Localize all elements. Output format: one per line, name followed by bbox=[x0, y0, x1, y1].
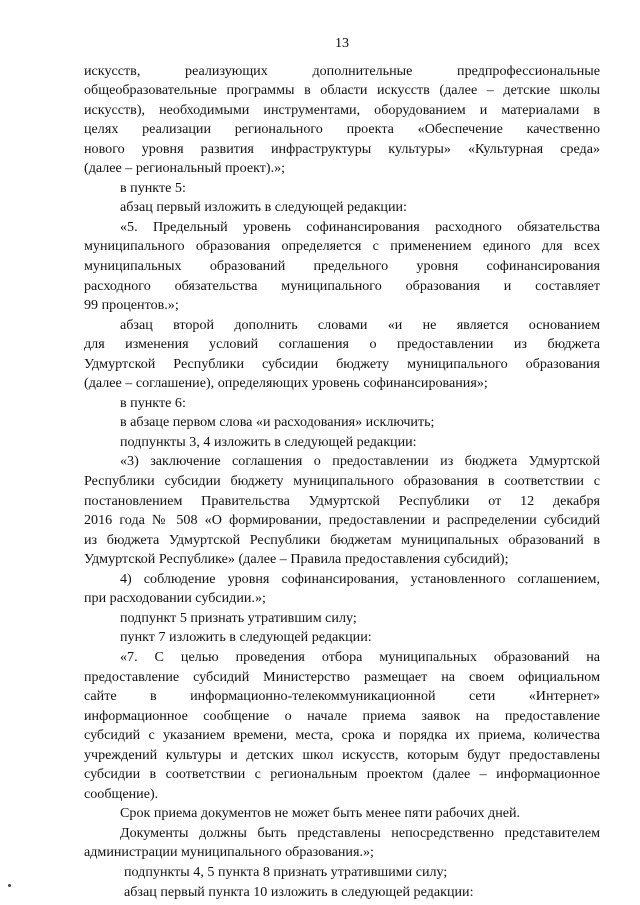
text-line: Удмуртской Республике» (далее – Правила предоставления субсидий); bbox=[84, 551, 509, 568]
scan-speck bbox=[8, 884, 11, 887]
paragraph-quote-3 bbox=[84, 452, 600, 569]
text-line: сообщение). bbox=[84, 785, 159, 802]
paragraph-podpunkt-5: подпункт 5 признать утратившим силу; bbox=[120, 609, 357, 626]
paragraph-punkt-7: пункт 7 изложить в следующей редакции: bbox=[120, 629, 372, 646]
text-line: сайте в информационно-телекоммуникационной сети «Интернет» bbox=[84, 688, 600, 705]
text-line: «7. С целью проведения отбора муниципальных образований на bbox=[120, 648, 600, 665]
text-line: предоставление субсидий Министерство размещает на своем официальном bbox=[84, 668, 600, 685]
text-line: муниципальных образований предельного уровня софинансирования bbox=[84, 258, 600, 275]
paragraph-abzac-second bbox=[84, 316, 600, 394]
text-line: нового уровня развития инфраструктуры культуры» «Культурная среда» bbox=[84, 140, 600, 157]
text-line: Документы должны быть представлены непосредственно представителем bbox=[120, 824, 600, 841]
text-line: (далее – соглашение), определяющих уровень софинансирования»; bbox=[84, 375, 488, 392]
text-line: субсидий с указанием времени, места, срока и порядка их приема, количества bbox=[84, 727, 600, 744]
paragraph-abzac-first-words: в абзаце первом слова «и расходования» исключить; bbox=[120, 414, 435, 431]
text-line: «3) заключение соглашения о предоставлении из бюджета Удмуртской bbox=[120, 453, 600, 470]
text-line: общеобразовательные программы в области искусств (далее – детские школы bbox=[84, 82, 600, 99]
paragraph-srok-priema: Срок приема документов не может быть менее пяти рабочих дней. bbox=[120, 805, 521, 822]
text-line: постановлением Правительства Удмуртской Республики от 12 декабря bbox=[84, 492, 600, 509]
paragraph-item-4 bbox=[84, 570, 600, 609]
text-line: субсидии в соответствии с региональным проектом (далее – информационное bbox=[84, 766, 600, 783]
text-line: 4) соблюдение уровня софинансирования, установленного соглашением, bbox=[120, 570, 600, 587]
text-line: абзац второй дополнить словами «и не является основанием bbox=[120, 316, 600, 333]
text-line: (далее – региональный проект).»; bbox=[84, 160, 286, 177]
page-number: 13 bbox=[334, 35, 350, 51]
text-line: целях реализации регионального проекта «Обеспечение качественно bbox=[84, 121, 600, 138]
text-line: искусств, реализующих дополнительные предпрофессиональные bbox=[84, 62, 600, 79]
text-line: 2016 года № 508 «О формировании, предоставлении и распределении субсидий bbox=[84, 512, 600, 529]
paragraph-continuation bbox=[84, 62, 600, 179]
paragraph-podpunkty-4-5: подпункты 4, 5 пункта 8 признать утратившими силу; bbox=[124, 863, 448, 880]
text-line: учреждений культуры и детских школ искусств, которым будут предоставлены bbox=[84, 746, 600, 763]
text-line: искусств), необходимыми инструментами, оборудованием и материалами в bbox=[84, 101, 600, 118]
text-line: Республики субсидии бюджету муниципального образования в соответствии с bbox=[84, 473, 600, 490]
paragraph-quote-5 bbox=[84, 218, 600, 316]
text-line: 99 процентов.»; bbox=[84, 297, 179, 314]
text-line: при расходовании субсидии.»; bbox=[84, 590, 266, 607]
text-line: Удмуртской Республики субсидии бюджету муниципального образования bbox=[84, 355, 600, 372]
paragraph-punkt-6: в пункте 6: bbox=[120, 394, 186, 411]
text-line: муниципального образования определяется с применением единого для всех bbox=[84, 238, 600, 255]
text-line: для изменения условий соглашения о предоставлении из бюджета bbox=[84, 336, 600, 353]
text-line: расходного обязательства муниципального образования и составляет bbox=[84, 277, 600, 294]
text-line: администрации муниципального образования.»; bbox=[84, 844, 374, 861]
text-line: из бюджета Удмуртской Республики бюджетам муниципальных образований в bbox=[84, 531, 600, 548]
text-line: «5. Предельный уровень софинансирования расходного обязательства bbox=[120, 218, 600, 235]
text-line: информационное сообщение о начале приема заявок на предоставление bbox=[84, 707, 600, 724]
paragraph-quote-7 bbox=[84, 648, 600, 804]
paragraph-abzac-first: абзац первый изложить в следующей редакции: bbox=[120, 199, 407, 216]
paragraph-abzac-punkt-10: абзац первый пункта 10 изложить в следующей редакции: bbox=[124, 883, 474, 900]
paragraph-punkt-5: в пункте 5: bbox=[120, 179, 186, 196]
paragraph-dokumenty bbox=[84, 824, 600, 863]
paragraph-podpunkty-3-4: подпункты 3, 4 изложить в следующей редакции: bbox=[120, 433, 417, 450]
